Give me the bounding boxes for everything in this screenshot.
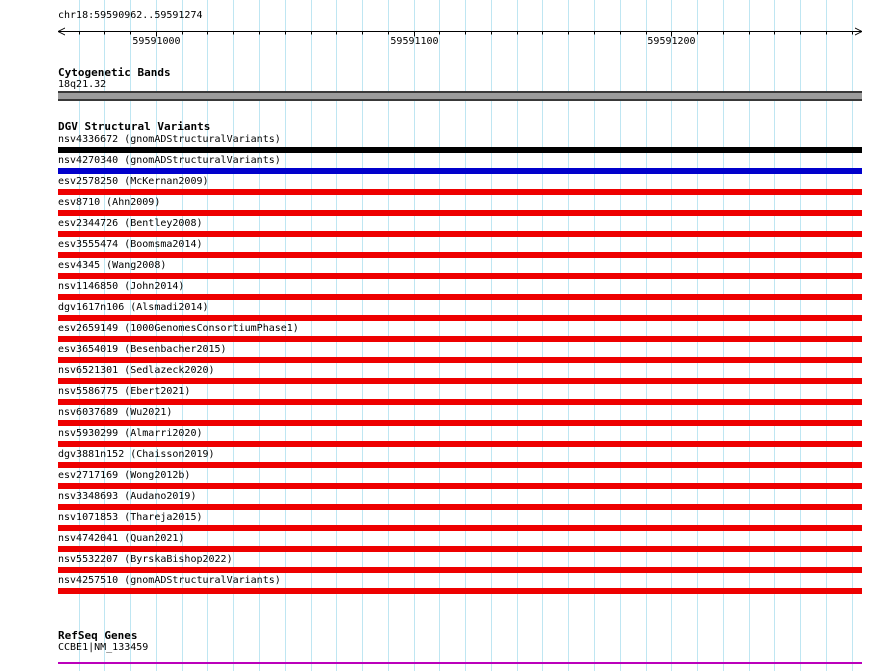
- variant-bar[interactable]: [58, 231, 862, 237]
- variant-row: [0, 344, 890, 365]
- variant-row: [0, 155, 890, 176]
- variant-row: [0, 512, 890, 533]
- variant-row: [0, 239, 890, 260]
- variant-label: esv3654019 (Besenbacher2015): [58, 344, 227, 355]
- variant-row: [0, 365, 890, 386]
- cytoband-bar[interactable]: [58, 91, 862, 101]
- variant-bar[interactable]: [58, 546, 862, 552]
- variant-label: nsv4257510 (gnomADStructuralVariants): [58, 575, 281, 586]
- variant-bar[interactable]: [58, 420, 862, 426]
- variant-row: [0, 176, 890, 197]
- variant-bar[interactable]: [58, 441, 862, 447]
- variant-row: [0, 470, 890, 491]
- variant-bar[interactable]: [58, 462, 862, 468]
- variant-label: nsv6037689 (Wu2021): [58, 407, 173, 418]
- variant-row: [0, 134, 890, 155]
- position-label: chr18:59590962..59591274: [58, 10, 203, 21]
- variant-row: [0, 197, 890, 218]
- variant-bar[interactable]: [58, 483, 862, 489]
- variant-bar[interactable]: [58, 315, 862, 321]
- variant-row: [0, 491, 890, 512]
- variant-bar[interactable]: [58, 588, 862, 594]
- ruler-left-arrow: [58, 28, 65, 32]
- variant-bar[interactable]: [58, 399, 862, 405]
- variant-label: esv2344726 (Bentley2008): [58, 218, 203, 229]
- variant-row: [0, 260, 890, 281]
- variant-row: [0, 449, 890, 470]
- variant-bar[interactable]: [58, 336, 862, 342]
- variant-bar[interactable]: [58, 525, 862, 531]
- variant-row: [0, 575, 890, 596]
- gene-glyph[interactable]: [58, 662, 862, 664]
- variant-label: nsv4270340 (gnomADStructuralVariants): [58, 155, 281, 166]
- variant-bar[interactable]: [58, 168, 862, 174]
- variant-bar[interactable]: [58, 252, 862, 258]
- variant-bar[interactable]: [58, 189, 862, 195]
- variant-row: [0, 302, 890, 323]
- variant-label: esv2717169 (Wong2012b): [58, 470, 191, 481]
- ruler-tick-label: 59591100: [390, 36, 439, 47]
- variant-label: nsv6521301 (Sedlazeck2020): [58, 365, 215, 376]
- variant-label: nsv1071853 (Thareja2015): [58, 512, 203, 523]
- gene-name-label: CCBE1|NM_133459: [58, 642, 149, 653]
- variant-label: esv2659149 (1000GenomesConsortiumPhase1): [58, 323, 299, 334]
- cytoband-name: 18q21.32: [58, 79, 107, 90]
- variant-label: esv2578250 (McKernan2009): [58, 176, 209, 187]
- cytoband-section-title: Cytogenetic Bands: [58, 66, 171, 79]
- ruler-left-arrow: [58, 32, 65, 36]
- dgv-section-title: DGV Structural Variants: [58, 120, 211, 133]
- variant-row: [0, 407, 890, 428]
- variant-label: nsv5930299 (Almarri2020): [58, 428, 203, 439]
- variant-row: [0, 281, 890, 302]
- refseq-section-title: RefSeq Genes: [58, 629, 138, 642]
- variant-bar[interactable]: [58, 567, 862, 573]
- variant-label: nsv4742041 (Quan2021): [58, 533, 185, 544]
- variant-label: nsv3348693 (Audano2019): [58, 491, 197, 502]
- variant-label: nsv4336672 (gnomADStructuralVariants): [58, 134, 281, 145]
- variant-label: nsv5586775 (Ebert2021): [58, 386, 191, 397]
- ruler-tick-label: 59591200: [647, 36, 696, 47]
- variant-bar[interactable]: [58, 210, 862, 216]
- variant-bar[interactable]: [58, 273, 862, 279]
- variant-label: esv8710 (Ahn2009): [58, 197, 161, 208]
- variant-row: [0, 323, 890, 344]
- variant-label: dgv1617n106 (Alsmadi2014): [58, 302, 209, 313]
- variant-row: [0, 554, 890, 575]
- variant-label: esv3555474 (Boomsma2014): [58, 239, 203, 250]
- variant-row: [0, 218, 890, 239]
- variant-label: nsv1146850 (John2014): [58, 281, 185, 292]
- variant-row: [0, 428, 890, 449]
- ruler-tick-label: 59591000: [132, 36, 181, 47]
- variant-bar[interactable]: [58, 378, 862, 384]
- variant-bar[interactable]: [58, 504, 862, 510]
- ruler-right-arrow: [855, 28, 862, 32]
- variant-row: [0, 386, 890, 407]
- variant-label: esv4345 (Wang2008): [58, 260, 167, 271]
- variant-label: dgv3881n152 (Chaisson2019): [58, 449, 215, 460]
- variant-bar[interactable]: [58, 357, 862, 363]
- ruler-right-arrow: [855, 32, 862, 36]
- variant-bar[interactable]: [58, 147, 862, 153]
- variant-row: [0, 533, 890, 554]
- variant-bar[interactable]: [58, 294, 862, 300]
- variant-label: nsv5532207 (ByrskaBishop2022): [58, 554, 233, 565]
